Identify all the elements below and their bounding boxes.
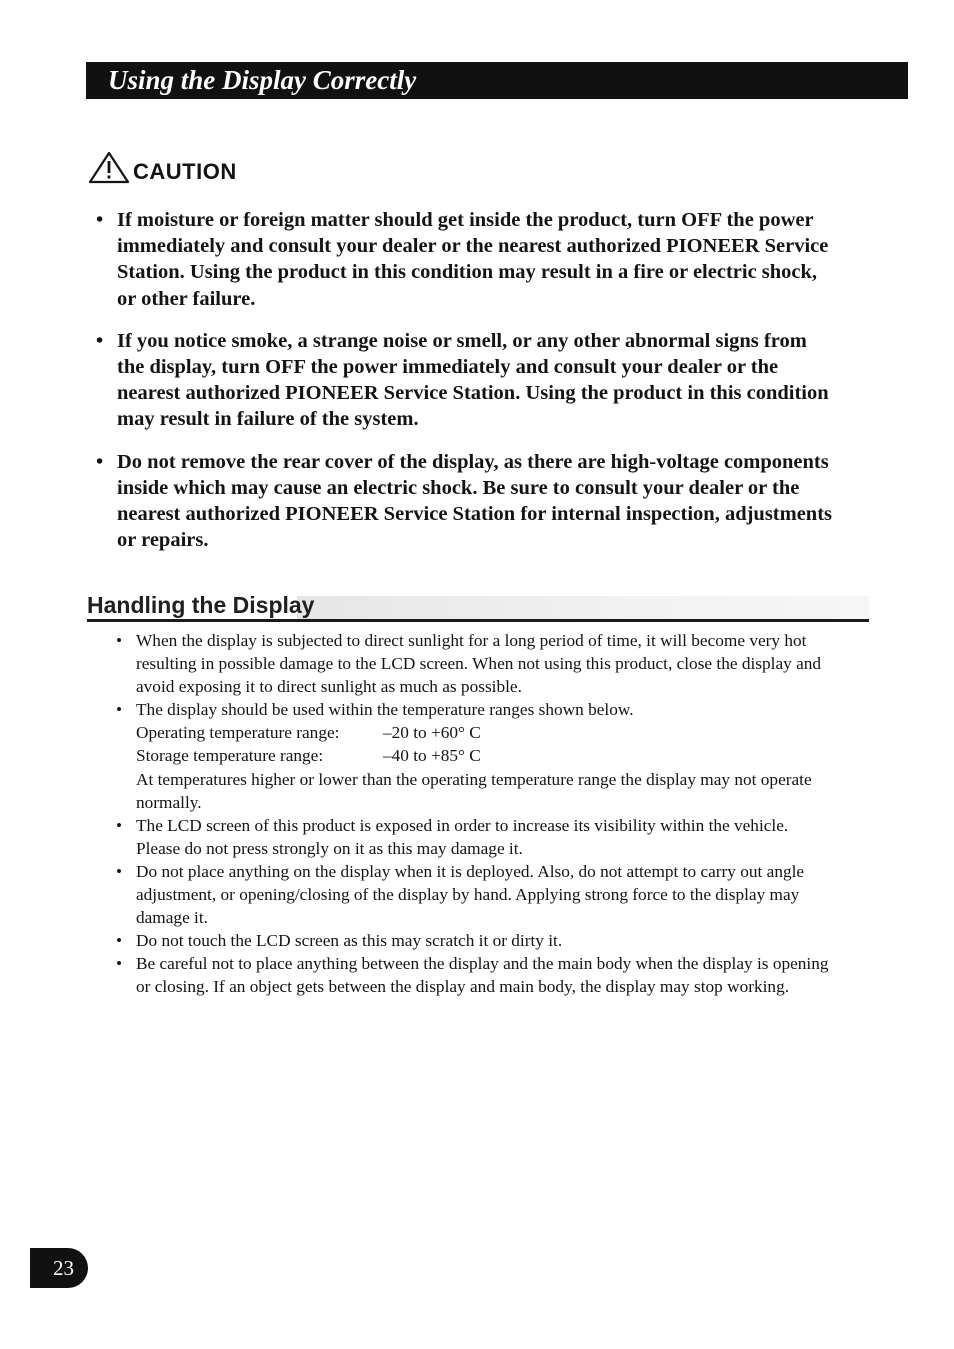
page-number: 23 [53, 1256, 74, 1280]
handling-item [116, 629, 836, 698]
handling-item [116, 952, 836, 998]
storage-temperature-label: Storage temperature range: [136, 746, 324, 766]
temperature-intro: The display should be used within the temperature ranges shown below. [136, 700, 634, 720]
caution-item-text: Do not remove the rear cover of the display, as there are high-voltage components inside which may cause an electric shock. Be sure to consult your dealer or the nearest authorized PIONEER Service Station for internal inspection, adjustments or repairs. [117, 450, 833, 552]
section-header-title: Using the Display Correctly [108, 65, 417, 95]
bullet-icon: • [116, 815, 123, 835]
caution-label: CAUTION [133, 159, 237, 184]
bullet-icon: • [96, 209, 104, 231]
handling-item [116, 814, 836, 860]
handling-item [116, 860, 836, 929]
handling-item [116, 698, 836, 813]
section-header-bar [86, 62, 908, 99]
section-divider [87, 619, 869, 622]
warning-triangle-icon [87, 150, 131, 184]
caution-item [96, 207, 836, 312]
caution-item [96, 449, 836, 554]
bullet-icon: • [116, 861, 123, 881]
caution-list [96, 207, 836, 569]
caution-item-text: If moisture or foreign matter should get inside the product, turn OFF the power immediately and consult your dealer or the nearest authorized PIONEER Service Station. Using the product in this condition may result in a fire or electric shock, or other failure. [117, 209, 829, 310]
page-number-tab [30, 1248, 88, 1288]
bullet-icon: • [116, 700, 123, 720]
operating-temperature-row [136, 721, 836, 744]
bullet-icon: • [96, 450, 104, 473]
handling-item-text: Do not touch the LCD screen as this may scratch it or dirty it. [136, 931, 563, 951]
storage-temperature-row [136, 744, 836, 767]
bullet-icon: • [116, 631, 123, 650]
temperature-note: At temperatures higher or lower than the operating temperature range the display may not operate normally. [136, 769, 812, 812]
handling-section-heading [87, 588, 869, 619]
handling-item-text: The LCD screen of this product is exposed in order to increase its visibility within the vehicle. Please do not press strongly on it as this may damage it. [136, 815, 789, 858]
caution-item-text: If you notice smoke, a strange noise or smell, or any other abnormal signs from the display, turn OFF the power immediately and consult your dealer or the nearest authorized PIONEER Service Station. Using the product in this condition may result in failure of the system. [117, 329, 829, 431]
storage-temperature-value: –40 to +85° C [383, 746, 481, 766]
handling-list [116, 629, 836, 999]
handling-item-text: When the display is subjected to direct sunlight for a long period of time, it will become very hot resulting in possible damage to the LCD screen. When not using this product, close the display and avoid exposing it to direct sunlight as much as possible. [136, 631, 822, 697]
handling-section-title: Handling the Display [87, 592, 315, 618]
handling-item-text: Do not place anything on the display when it is deployed. Also, do not attempt to carry out angle adjustment, or opening/closing of the display by hand. Applying strong force to the display may damage it. [136, 861, 805, 928]
bullet-icon: • [116, 954, 123, 974]
handling-item-text: Be careful not to place anything between the display and the main body when the display is opening or closing. If an object gets between the display and main body, the display may stop working. [136, 954, 829, 997]
bullet-icon: • [116, 931, 123, 951]
bullet-icon: • [96, 329, 104, 352]
handling-item [116, 929, 836, 952]
heading-shade [297, 596, 869, 619]
operating-temperature-value: –20 to +60° C [383, 723, 481, 743]
caution-item [96, 328, 836, 433]
operating-temperature-label: Operating temperature range: [136, 723, 340, 743]
